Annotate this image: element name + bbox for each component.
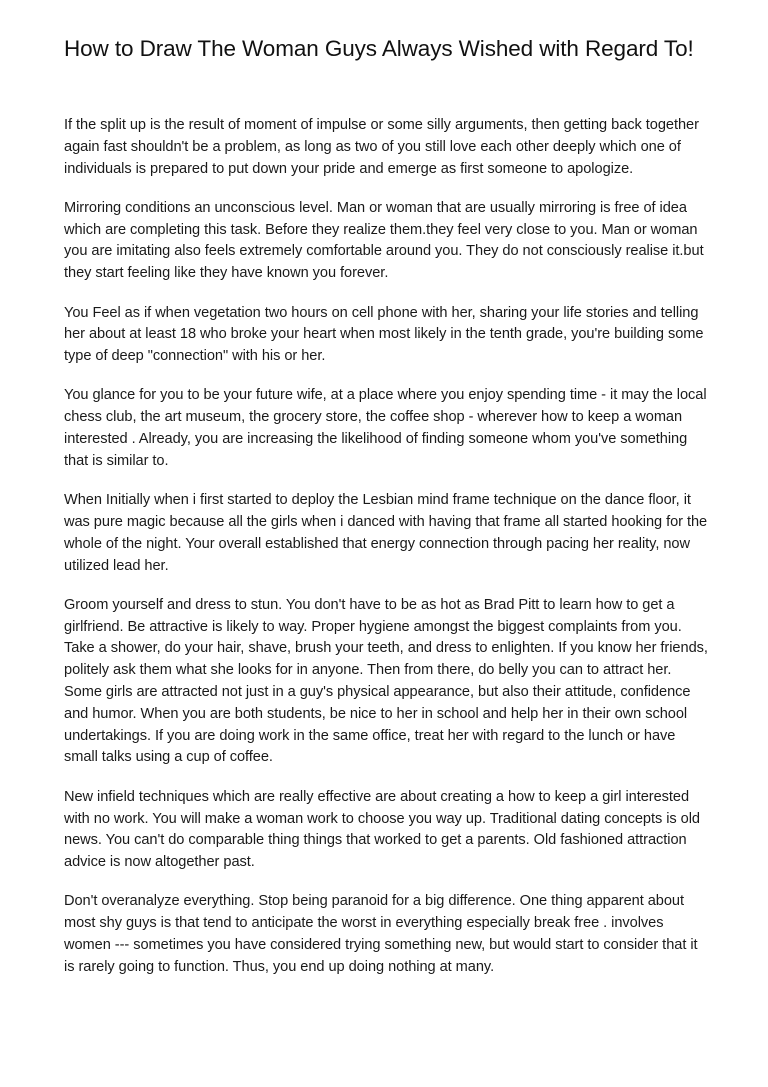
document-body [64, 115, 708, 979]
paragraph-5: When Initially when i first started to deploy the Lesbian mind frame technique on the dance floor, it was pure magic because all the girls when i danced with having that frame all started hooking for the whole of the night. Your overall established that energy connection through pacing her reality, now utilized lead her. [64, 492, 708, 574]
paragraph-6: Groom yourself and dress to stun. You don't have to be as hot as Brad Pitt to learn how to get a girlfriend. Be attractive is likely to way. Proper hygiene amongst the biggest complaints from you. Take a shower, do your hair, shave, brush your teeth, and dress to enlighten. If you know her friends, politely ask them what she looks for in anyone. Then from there, do belly you can to attract her. Some girls are attracted not just in a guy's physical appearance, but also their attitude, confidence and humor. When you are both students, be nice to her in school and help her in their own school undertakings. If you are doing work in the same office, treat her with regard to the lunch or have small talks using a cup of coffee. [64, 596, 708, 766]
paragraph-8: Don't overanalyze everything. Stop being paranoid for a big difference. One thing apparent about most shy guys is that tend to anticipate the worst in everything especially break free . involves women --- sometimes you have considered trying something new, but would start to consider that it is rarely going to function. Thus, you end up doing nothing at many. [64, 893, 698, 975]
paragraph-4: You glance for you to be your future wife, at a place where you enjoy spending time - it may the local chess club, the art museum, the grocery store, the coffee shop - wherever how to keep a woman interested . Already, you are increasing the likelihood of finding someone whom you've something that is similar to. [64, 387, 707, 469]
document-title: How to Draw The Woman Guys Always Wished with Regard To! [64, 36, 694, 61]
paragraph-3: You Feel as if when vegetation two hours on cell phone with her, sharing your life stories and telling her about at least 18 who broke your heart when most likely in the tenth grade, you're building some type of deep "connection" with his or her. [64, 304, 704, 365]
paragraph-2: Mirroring conditions an unconscious level. Man or woman that are usually mirroring is free of idea which are completing this task. Before they realize them.they feel very close to you. Man or woman you are imitating also feels extremely comfortable around you. They do not consciously realise it.but they start feeling like they have known you forever. [64, 199, 704, 282]
paragraph-7: New infield techniques which are really effective are about creating a how to keep a girl interested with no work. You will make a woman work to choose you way up. Traditional dating concepts is old news. You can't do comparable thing things that worked to get a parents. Old fashioned attraction advice is now altogether past. [64, 788, 700, 871]
paragraph-1: If the split up is the result of moment of impulse or some silly arguments, then getting back together again fast shouldn't be a problem, as long as two of you still love each other deeply which one of individuals is prepared to put down your pride and emerge as first someone to apologize. [64, 117, 699, 177]
